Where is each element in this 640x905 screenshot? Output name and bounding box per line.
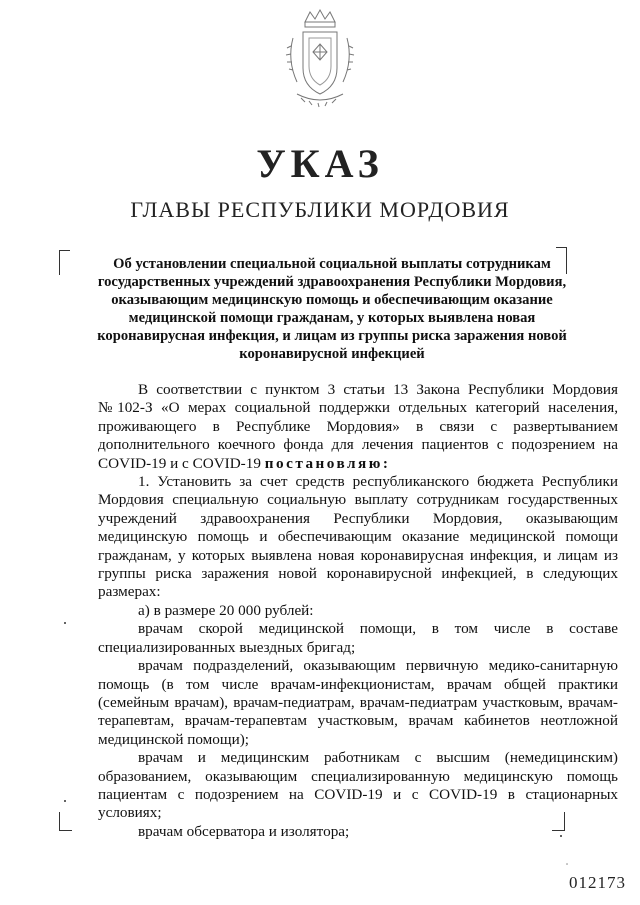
scan-speck	[64, 800, 66, 802]
list-item: врачам скорой медицинской помощи, в том числе в составе специализированных выездных бригад;	[98, 620, 618, 656]
document-issuer: ГЛАВЫ РЕСПУБЛИКИ МОРДОВИЯ	[130, 197, 510, 222]
title-line: Об установлении специальной социальной выплаты сотрудникам	[113, 256, 551, 272]
title-line: коронавирусная инфекция, и лицам из группы риска заражения новой	[97, 327, 567, 344]
list-item: врачам подразделений, оказывающим первичную медико-санитарную помощь (в том числе врачам-инфекционистам, врачам общей практики (семейным врачам), врачам-педиатрам, врачам-педиатрам участковым, врачам-терапевтам, врачам-терапевтам участковым, врачам кабинетов неотложной медицинской помощи);	[98, 657, 618, 748]
corner-mark-bottom-left	[59, 812, 72, 831]
print-mark: ▫	[566, 862, 569, 868]
decree-word: постановляю:	[264, 454, 391, 472]
list-item: врачам обсерватора и изолятора;	[138, 822, 350, 840]
corner-mark-top-left	[59, 250, 70, 275]
decree-body	[98, 381, 618, 841]
title-line: медицинской помощи гражданам, у которых выявлена новая	[128, 309, 536, 326]
scan-speck	[64, 622, 66, 624]
item-1-paragraph: 1. Установить за счет средств республиканского бюджета Республики Мордовия специальную социальную выплату сотрудникам государственных учреждений здравоохранения Республики Мордовия, оказывающим медицинскую помощь и обеспечивающим оказание медицинской помощи гражданам, у которых выявлена новая коронавирусная инфекция, и лицам из группы риска заражения новой коронавирусной инфекцией, в следующих размерах:	[98, 473, 618, 601]
title-line: государственных учреждений здравоохранения Республики Мордовия,	[97, 273, 567, 290]
document-type-heading: УКАЗ	[256, 141, 384, 186]
list-item: врачам и медицинским работникам с высшим (немедицинским) образованием, оказывающим специализированную медицинскую помощь пациентам с подозрением на COVID-19 и с COVID-19 в стационарных условиях;	[98, 749, 618, 822]
subitem-a: а) в размере 20 000 рублей:	[138, 601, 314, 619]
preamble-text: В соответствии с пунктом 3 статьи 13 Закона Республики Мордовия №102-З «О мерах социальной поддержки отдельных категорий населения, проживающего в Республике Мордовия» в связи с развертыванием дополнительного коечного фонда для лечения пациентов с подозрением на COVID-19 и с COVID-19	[98, 381, 618, 472]
decree-title	[96, 256, 568, 363]
title-line: оказывающим медицинскую помощь и обеспечивающим оказание	[111, 291, 553, 308]
coat-of-arms-emblem	[283, 8, 357, 110]
preamble-paragraph	[98, 381, 618, 473]
page-number: 012173	[569, 873, 626, 892]
title-line: коронавирусной инфекцией	[239, 345, 425, 362]
